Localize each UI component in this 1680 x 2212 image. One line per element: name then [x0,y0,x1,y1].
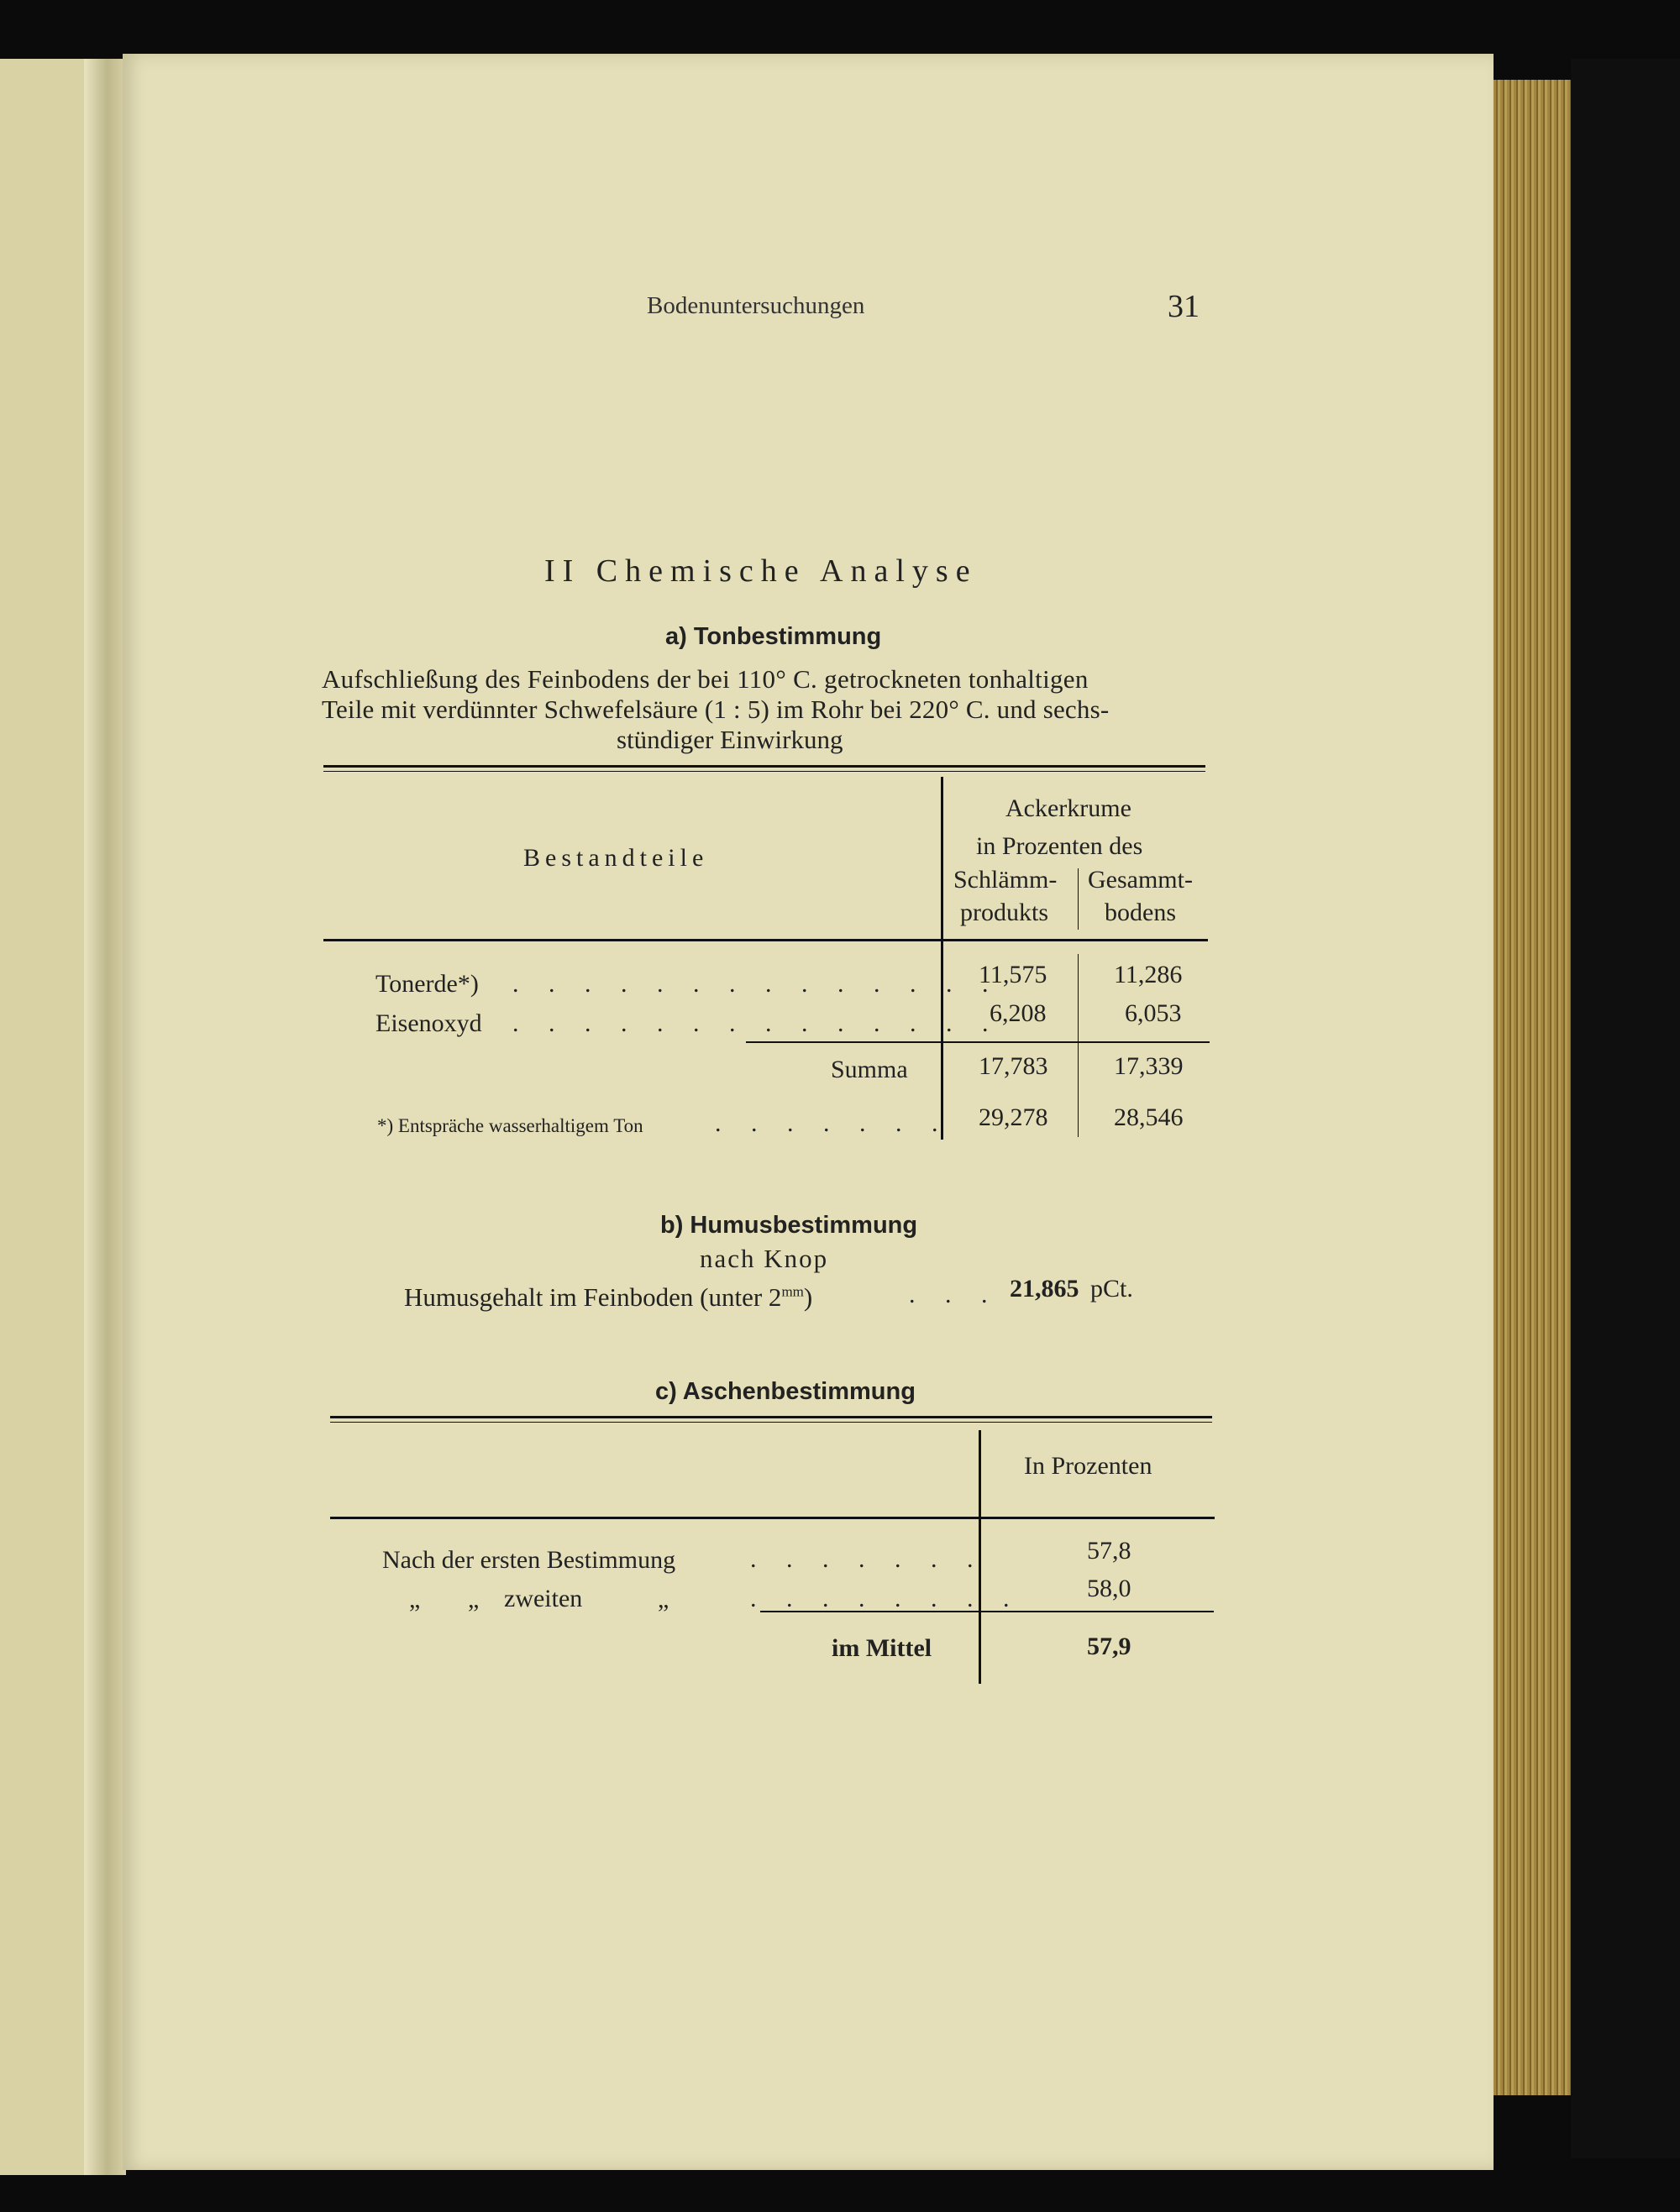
table-c-top-rule-thin [330,1422,1212,1423]
ditto-mark: „ [658,1586,669,1613]
humus-line-text: Humusgehalt im Feinboden (unter 2 [404,1282,782,1312]
mean-label: im Mittel [832,1634,932,1662]
section-title: II Chemische Analyse [544,553,978,589]
description-line-2: Teile mit verdünnter Schwefelsäure (1 : 5) im Rohr bei 220° C. und sechs- [322,695,1110,724]
sum-col1: 17,783 [979,1052,1048,1080]
value-second: 58,0 [1087,1575,1131,1602]
page-block-edges [1494,80,1571,2095]
running-title: Bodenuntersuchungen [647,292,865,319]
col-label-bestandteile: Bestandteile [523,844,709,872]
page-number: 31 [1168,289,1200,324]
footnote-col1: 29,278 [979,1103,1048,1131]
table-a-vertical-rule [941,777,943,1140]
col1-head-line2: produkts [960,899,1048,926]
row-label-tonerde: Tonerde*) [375,970,479,998]
leader-dots: . . . . . . . . . . . . . . [512,970,1000,998]
ditto-mark: „ [468,1586,480,1613]
sum-label: Summa [831,1056,908,1083]
table-a-column-rule [1078,868,1079,930]
table-a-top-rule-thin [323,771,1205,772]
value-first: 57,8 [1087,1537,1131,1565]
heading-aschenbestimmung: c) Aschenbestimmung [655,1378,916,1405]
description-line-3: stündiger Einwirkung [617,725,843,754]
ditto-mark: „ [409,1586,421,1613]
humus-line-close: ) [803,1282,813,1312]
leader-dots: . . . [909,1281,1000,1308]
table-a-top-rule [323,765,1205,768]
value-tonerde-col2: 11,286 [1114,961,1183,988]
group-sub-label: in Prozenten des [976,832,1143,860]
humus-line-unit: mm [781,1283,804,1300]
table-a-column-rule-body [1078,954,1079,1137]
description-line-1: Aufschließung des Feinbodens der bei 110° C. getrockneten tonhaltigen [322,664,1089,694]
humus-method: nach Knop [700,1244,829,1273]
leader-dots: . . . . . . . [715,1109,950,1137]
humus-unit: pCt. [1090,1275,1133,1303]
mean-value: 57,9 [1087,1633,1131,1660]
footnote-col2: 28,546 [1114,1103,1184,1131]
humus-value: 21,865 [1010,1275,1079,1303]
col1-head-line1: Schlämm- [953,866,1058,894]
value-eisenoxyd-col1: 6,208 [990,999,1047,1027]
table-a-header-rule [323,939,1208,941]
sum-col2: 17,339 [1114,1052,1184,1080]
heading-humusbestimmung: b) Humusbestimmung [660,1212,918,1239]
table-c-top-rule [330,1416,1212,1418]
left-page-edge [0,59,84,2175]
scan-right-border [1571,59,1680,2158]
table-c-header-rule [330,1517,1215,1519]
table-c-col-head: In Prozenten [1024,1452,1152,1480]
leader-dots: . . . . . . . . . . . . . . [512,1009,1000,1037]
col2-head-line2: bodens [1105,899,1176,926]
col2-head-line1: Gesammt- [1088,866,1193,894]
table-a-sum-rule [746,1041,1210,1043]
footnote-label: *) Entspräche wasserhaltigem Ton [377,1115,643,1136]
row-label-eisenoxyd: Eisenoxyd [375,1009,482,1037]
humus-line [404,1282,812,1313]
value-tonerde-col1: 11,575 [979,961,1047,988]
row-label-first: Nach der ersten Bestimmung [382,1546,676,1574]
group-label-ackerkrume: Ackerkrume [1005,794,1131,822]
book-gutter [84,59,126,2175]
heading-tonbestimmung: a) Tonbestimmung [665,623,882,650]
leader-dots: . . . . . . . . [750,1585,1021,1612]
leader-dots: . . . . . . . [750,1545,985,1573]
row-label-second: zweiten [504,1585,583,1612]
value-eisenoxyd-col2: 6,053 [1125,999,1182,1027]
